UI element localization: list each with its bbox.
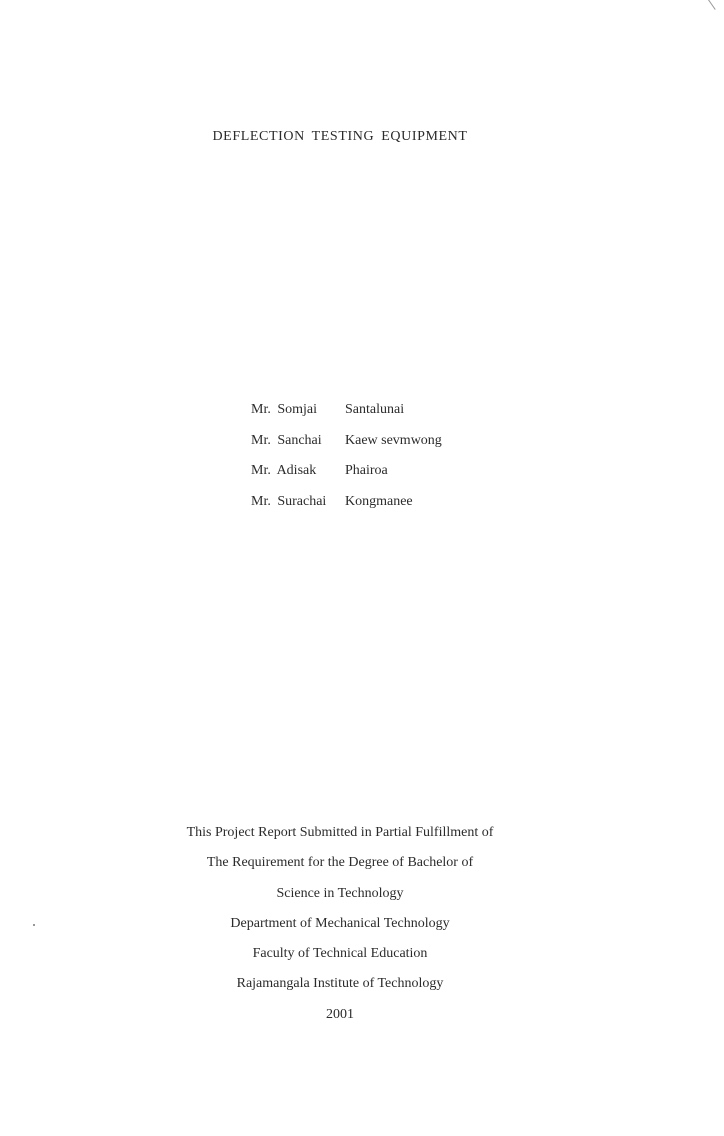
institute-line: Rajamangala Institute of Technology <box>236 976 444 992</box>
submission-line: The Requirement for the Degree of Bachelor of <box>206 855 474 871</box>
author-last-name: Kaew sevmwong <box>345 432 442 448</box>
author-first-name: Mr. Somjai <box>251 402 318 417</box>
author-last-name: Kongmanee <box>345 493 413 509</box>
author-last-name: Phairoa <box>345 463 388 478</box>
year: 2001 <box>326 1006 354 1022</box>
faculty-line: Faculty of Technical Education <box>252 946 428 962</box>
author-row <box>251 431 442 462</box>
department-line: Department of Mechanical Technology <box>230 915 450 931</box>
author-row <box>251 492 442 523</box>
author-first-name: Mr. Adisak <box>251 463 317 478</box>
author-first-name: Mr. Surachai <box>251 493 327 509</box>
author-list <box>251 400 442 522</box>
submission-statement <box>0 823 680 1035</box>
submission-line: This Project Report Submitted in Partial Fulfillment of <box>186 825 494 840</box>
author-last-name: Santalunai <box>345 402 405 417</box>
page-title: DEFLECTION TESTING EQUIPMENT <box>212 129 468 144</box>
author-row <box>251 461 442 492</box>
author-row <box>251 400 442 431</box>
submission-line: Science in Technology <box>276 885 404 901</box>
scan-mark <box>708 0 716 10</box>
author-first-name: Mr. Sanchai <box>251 432 322 448</box>
